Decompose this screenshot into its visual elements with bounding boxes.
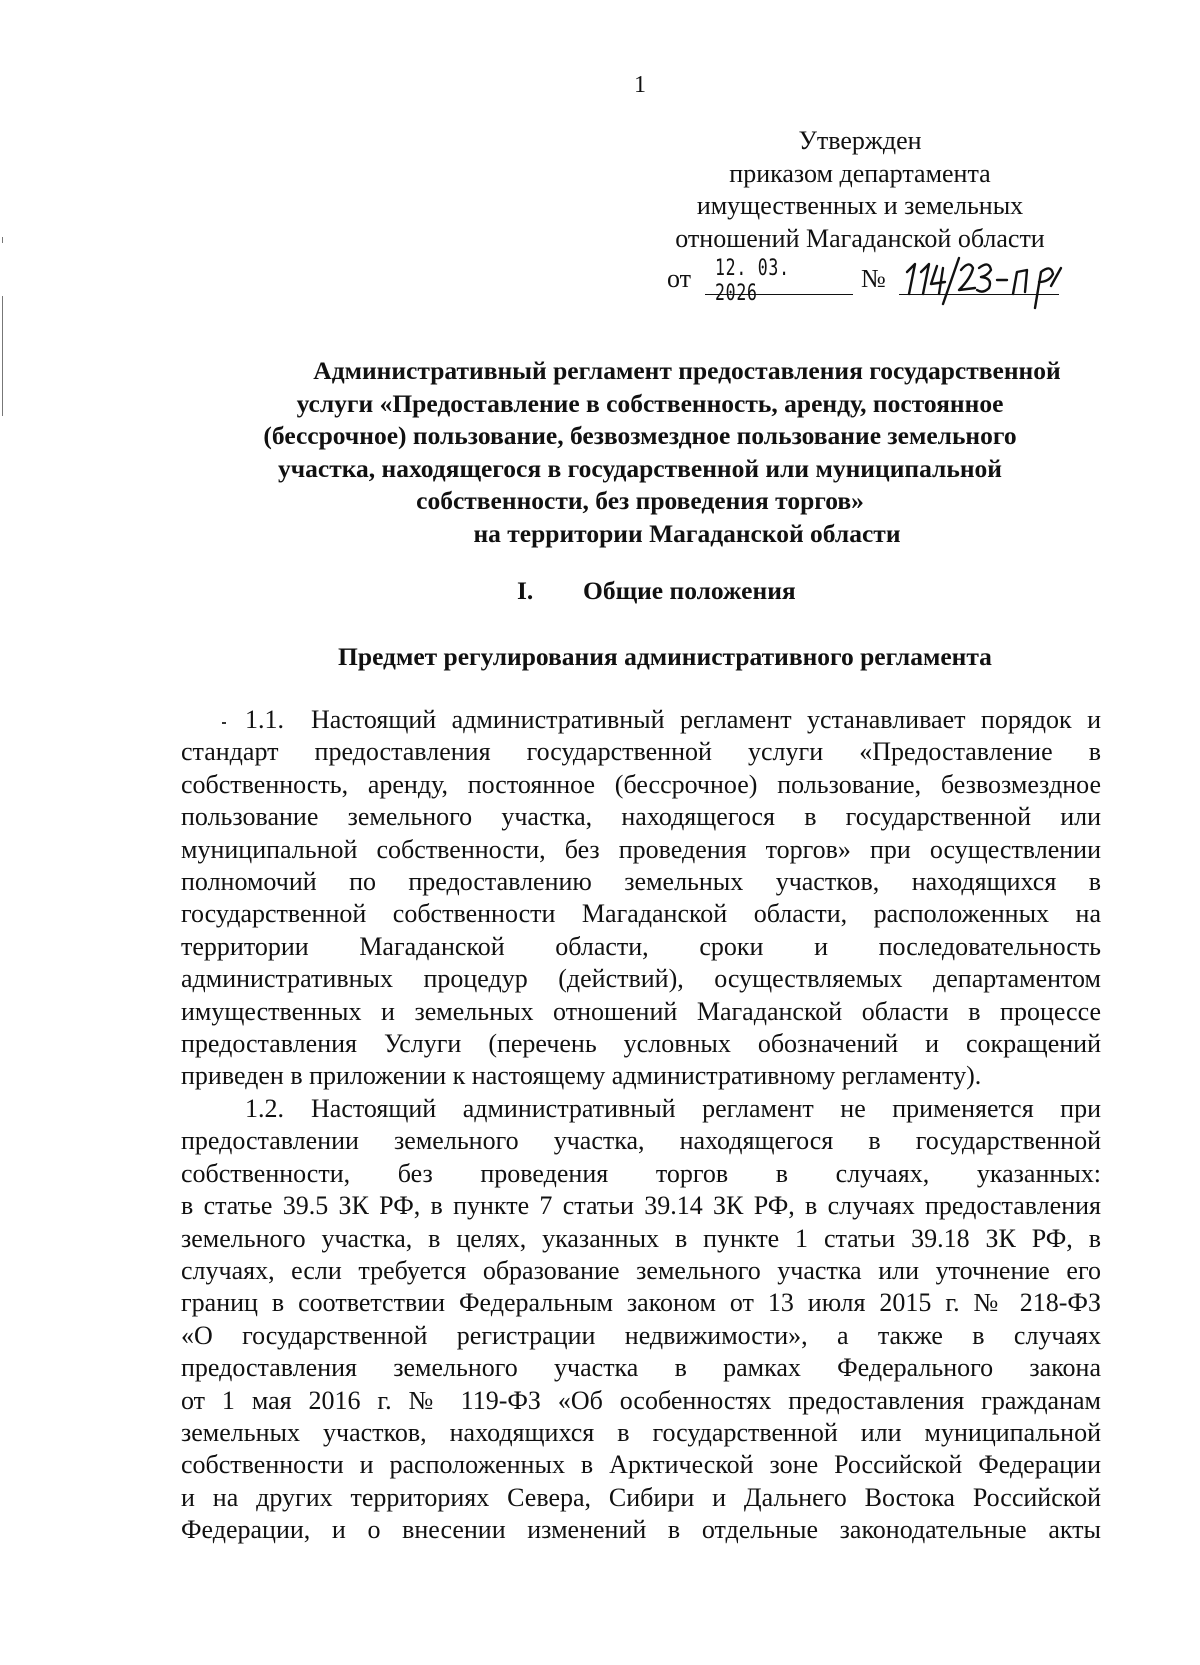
- paragraph-line: 1.2. Настоящий административный регламент не применяется при: [181, 1093, 1101, 1125]
- paragraph-line: административных процедур (действий), осуществляемых департаментом: [181, 964, 1101, 994]
- handwritten-date: 12. 03. 2026: [715, 256, 790, 306]
- paragraph-line: собственности и расположенных в Арктической зоне Российской Федерации: [181, 1450, 1101, 1480]
- title-line: услуги «Предоставление в собственность, аренду, постоянное: [296, 388, 1004, 418]
- paragraph-line: случаях, если требуется образование земельного участка или уточнение его: [181, 1255, 1101, 1285]
- approval-line: отношений Магаданской области: [675, 223, 1045, 253]
- paragraph-line: 1.1. Настоящий административный регламент устанавливает порядок и: [181, 704, 1101, 736]
- paragraph-line: собственность, аренду, постоянное (бессрочное) пользование, безвозмездное: [181, 769, 1101, 799]
- title-line: на территории Магаданской области: [473, 518, 901, 548]
- section-title: Общие положения: [583, 576, 796, 605]
- handwritten-order-number: [899, 250, 1069, 310]
- scan-margin-mark: [2, 296, 3, 416]
- title-line: (бессрочное) пользование, безвозмездное пользование земельного: [263, 421, 1017, 450]
- paragraph-line: от 1 мая 2016 г. № 119-ФЗ «Об особенностях предоставления гражданам: [181, 1385, 1101, 1415]
- paragraph-line: «О государственной регистрации недвижимости», а также в случаях: [181, 1320, 1101, 1350]
- paragraph-line: имущественных и земельных отношений Магаданской области в процессе: [181, 996, 1101, 1026]
- paragraph-line: земельных участков, находящихся в государственной или муниципальной: [181, 1417, 1101, 1447]
- approval-line: имущественных и земельных: [696, 191, 1024, 220]
- page-number: 1: [634, 72, 646, 98]
- number-underline: [899, 294, 1059, 295]
- paragraph-line: предоставления Услуги (перечень условных обозначений и сокращений: [181, 1029, 1101, 1059]
- title-line: собственности, без проведения торгов»: [416, 486, 864, 515]
- paragraph-line: в статье 39.5 ЗК РФ, в пункте 7 статьи 39.14 ЗК РФ, в случаях предоставления: [181, 1191, 1101, 1221]
- document-title: [170, 355, 1110, 550]
- paragraph-line: государственной собственности Магаданской области, расположенных на: [181, 899, 1101, 929]
- section-heading: [517, 576, 917, 606]
- paragraph-number: 1.1.: [245, 705, 284, 734]
- document-body: [181, 704, 1101, 1547]
- paragraph-line: предоставления земельного участка в рамках Федерального закона: [181, 1353, 1101, 1383]
- paragraph-line: стандарт предоставления государственной услуги «Предоставление в: [181, 737, 1101, 767]
- section-number: I.: [517, 576, 534, 605]
- paragraph-line: Федерации, и о внесении изменений в отдельные законодательные акты: [181, 1515, 1101, 1545]
- title-line: участка, находящегося в государственной или муниципальной: [278, 453, 1002, 483]
- paragraph-line: границ в соответствии Федеральным законом от 13 июля 2015 г. № 218-ФЗ: [181, 1288, 1101, 1318]
- paragraph-line: собственности, без проведения торгов в случаях, указанных:: [181, 1158, 1101, 1188]
- approval-line: приказом департамента: [729, 158, 991, 188]
- approval-date-number: [667, 252, 1067, 312]
- paragraph-line: земельного участка, в целях, указанных в пункте 1 статьи 39.18 ЗК РФ, в: [181, 1223, 1101, 1253]
- title-line: Административный регламент предоставления государственной: [313, 356, 1061, 385]
- paragraph-number: 1.2.: [245, 1093, 284, 1123]
- approval-stamp: [640, 125, 1080, 255]
- paragraph-line: предоставлении земельного участка, находящегося в государственной: [181, 1126, 1101, 1156]
- paragraph-line: муниципальной собственности, без проведения торгов» при осуществлении: [181, 834, 1101, 864]
- subsection-heading: Предмет регулирования административного регламента: [338, 642, 992, 671]
- scan-margin-mark: [2, 237, 3, 243]
- date-prefix: от: [667, 264, 692, 293]
- date-underline: [705, 294, 853, 295]
- paragraph-line: и на других территориях Севера, Сибири и Дальнего Востока Российской: [181, 1482, 1101, 1512]
- number-prefix: №: [861, 264, 886, 293]
- paragraph-line: пользование земельного участка, находящегося в государственной или: [181, 802, 1101, 832]
- approval-line: Утвержден: [798, 126, 922, 155]
- paragraph-line: полномочий по предоставлению земельных участков, находящихся в: [181, 867, 1101, 897]
- paragraph-line: территории Магаданской области, сроки и последовательность: [181, 931, 1101, 961]
- paragraph-line: приведен в приложении к настоящему административному регламенту).: [181, 1061, 982, 1091]
